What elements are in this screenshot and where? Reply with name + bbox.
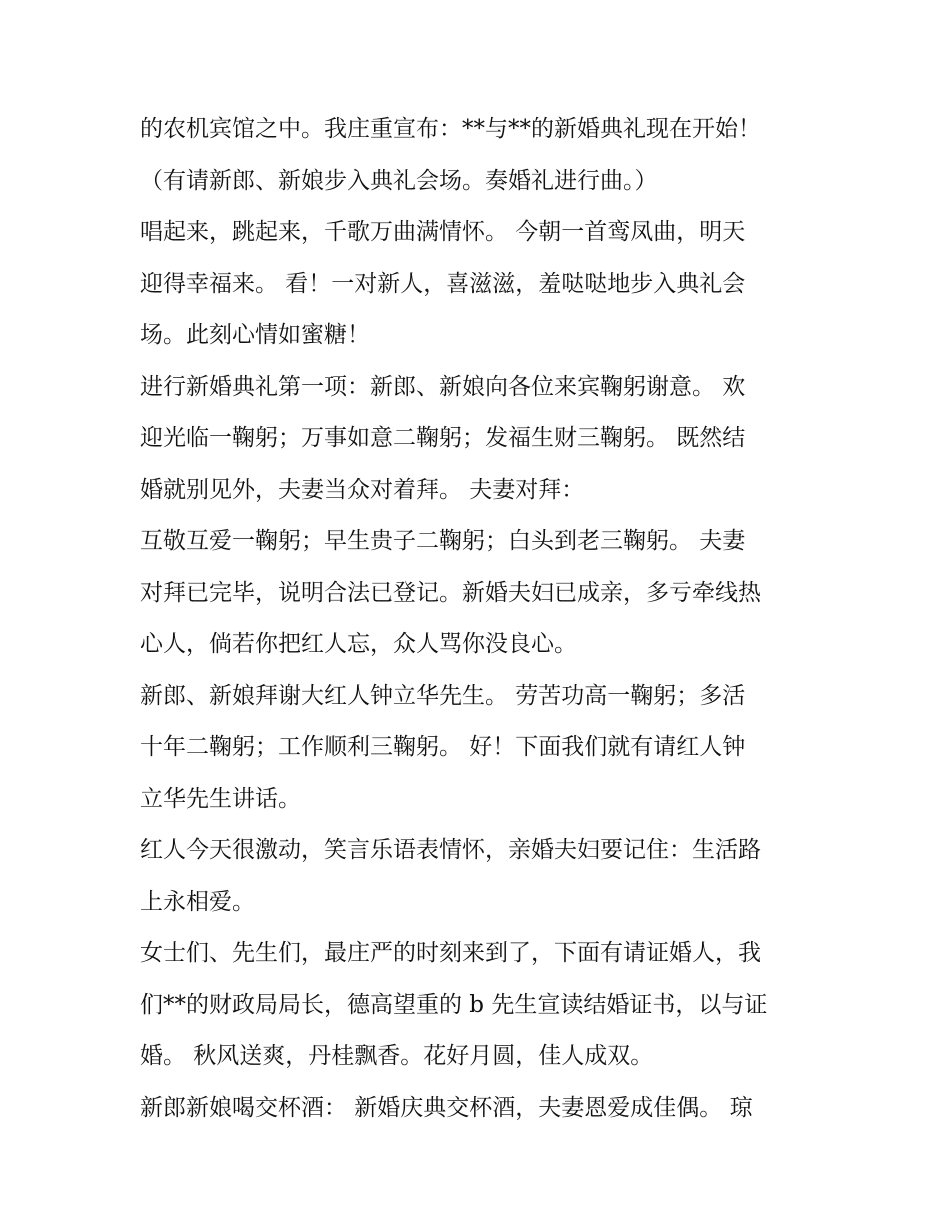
text-line: 迎得幸福来。 看！一对新人，喜滋滋，羞哒哒地步入典礼会 [140,270,746,297]
text-line: 红人今天很激动，笑言乐语表情怀，亲婚夫妇要记住：生活路 [140,837,761,863]
text-line: 心人，倘若你把红人忘，众人骂你没良心。 [140,631,577,657]
text-line: 婚就别见外，夫妻当众对着拜。 夫妻对拜： [140,476,585,503]
text-line: 新郎新娘喝交杯酒： 新婚庆典交杯酒，夫妻恩爱成佳偶。 琼 [140,1094,753,1121]
text-line: 互敬互爱一鞠躬；早生贵子二鞠躬；白头到老三鞠躬。 夫妻 [140,528,746,554]
text-line: 上永相爱。 [140,888,255,915]
text-line: 们**的财政局局长，德高望重的 b 先生宣读结婚证书，以与证 [140,991,768,1018]
text-line: 的农机宾馆之中。我庄重宣布：**与**的新婚典礼现在开始！ [140,116,761,142]
text-line: 十年二鞠躬；工作顺利三鞠躬。 好！下面我们就有请红人钟 [140,734,746,760]
text-line: 婚。 秋风送爽，丹桂飘香。花好月圆，佳人成双。 [140,1043,654,1069]
document-body [140,104,820,1134]
text-line: 场。此刻心情如蜜糖！ [140,322,370,348]
text-line: 对拜已完毕，说明合法已登记。新婚夫妇已成亲，多亏牵线热 [140,579,761,606]
text-line: 立华先生讲话。 [140,785,301,812]
text-line: 迎光临一鞠躬；万事如意二鞠躬；发福生财三鞠躬。 既然结 [140,425,746,451]
text-line: 女士们、先生们，最庄严的时刻来到了，下面有请证婚人，我 [140,940,761,966]
text-line: 新郎、新娘拜谢大红人钟立华先生。 劳苦功高一鞠躬；多活 [140,682,746,709]
text-line: （有请新郎、新娘步入典礼会场。奏婚礼进行曲。） [140,167,658,194]
text-line: 进行新婚典礼第一项：新郎、新娘向各位来宾鞠躬谢意。 欢 [140,373,746,400]
text-line: 唱起来，跳起来，千歌万曲满情怀。 今朝一首鸾凤曲，明天 [140,219,746,245]
